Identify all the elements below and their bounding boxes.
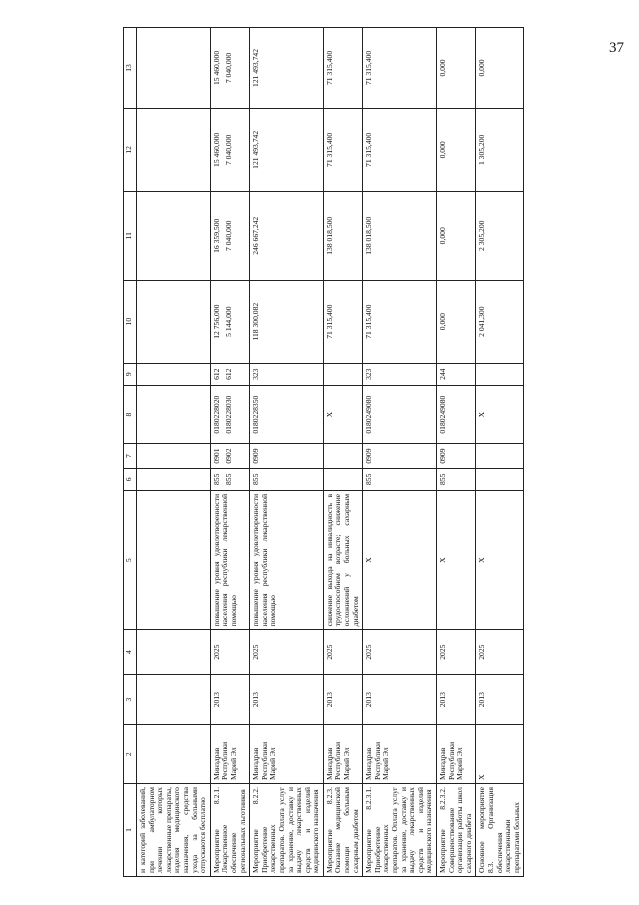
cell-c6 [250, 468, 324, 490]
cell-value: 121 493,742 [251, 130, 261, 169]
cell-value: 138 018,500 [324, 216, 334, 255]
cell-c8 [363, 385, 437, 444]
cell-c2: Минздрав Республики Марий Эл [363, 725, 437, 784]
cell-c5: Х [363, 490, 437, 629]
cell-c1: Мероприятие 8.2.3.2. Совершенствование организации работы школ сахарного диабета [437, 784, 476, 877]
cell-c13 [437, 28, 476, 109]
cell-c12 [210, 108, 249, 191]
column-number-header [124, 28, 137, 877]
cell-value: 0,000 [438, 59, 447, 77]
cell-value: 71 315,400 [364, 50, 374, 86]
cell-c7 [476, 444, 524, 468]
column-number-9: 9 [124, 363, 137, 385]
cell-c5 [137, 490, 211, 629]
cell-value: 855 [364, 473, 374, 486]
cell-value: Х [477, 411, 487, 418]
cell-c8 [210, 385, 249, 444]
cell-value: 71 315,400 [364, 304, 374, 339]
cell-c6 [323, 468, 362, 490]
cell-c8 [437, 385, 476, 444]
column-number-7: 7 [124, 444, 137, 468]
cell-value: 323 [364, 368, 374, 380]
cell-c7 [363, 444, 437, 468]
cell-c3: 2013 [363, 674, 437, 725]
cell-c13 [323, 28, 362, 109]
cell-value: 0,000 [438, 141, 447, 159]
cell-c11 [363, 191, 437, 280]
cell-c2: Х [476, 725, 524, 784]
cell-c2: Минздрав Республики Марий Эл [250, 725, 324, 784]
cell-value: 2 305,200 [477, 220, 487, 251]
cell-c11 [437, 191, 476, 280]
cell-c7 [210, 444, 249, 468]
cell-c5: Х [476, 490, 524, 629]
cell-c10 [137, 280, 211, 363]
cell-c3: 2013 [476, 674, 524, 725]
rotated-table-container [123, 37, 623, 877]
cell-c4 [137, 630, 211, 674]
cell-value: 612 [223, 368, 233, 380]
cell-c7 [137, 444, 211, 468]
cell-c10 [210, 280, 249, 363]
cell-c9 [323, 363, 362, 385]
column-number-8: 8 [124, 385, 137, 444]
cell-c13 [250, 28, 324, 109]
cell-c3: 2013 [323, 674, 362, 725]
table-row [137, 28, 211, 877]
page-number: 37 [609, 40, 624, 56]
cell-c6 [137, 468, 211, 490]
cell-c2: Минздрав Республики Марий Эл [437, 725, 476, 784]
cell-value: 0902 [223, 448, 233, 464]
cell-value: 0,000 [477, 59, 487, 77]
cell-c11 [137, 191, 211, 280]
cell-value: 138 018,500 [364, 216, 374, 255]
cell-c13 [476, 28, 524, 109]
cell-c7 [250, 444, 324, 468]
cell-c6 [476, 468, 524, 490]
cell-c11 [250, 191, 324, 280]
cell-value: 15 460,000 [211, 132, 221, 167]
cell-c3: 2013 [437, 674, 476, 725]
cell-c8 [137, 385, 211, 444]
table-row [476, 28, 524, 877]
column-number-1: 1 [124, 784, 137, 877]
cell-value: 71 315,400 [364, 132, 374, 167]
cell-value: 855 [223, 473, 233, 486]
cell-c9 [363, 363, 437, 385]
table-row [210, 28, 249, 877]
cell-value: 0901 [211, 448, 221, 464]
cell-value: Х [324, 411, 334, 418]
cell-value: 244 [438, 368, 447, 380]
cell-c2: Минздрав Республики Марий Эл [323, 725, 362, 784]
cell-c4: 2025 [210, 630, 249, 674]
cell-value: 16 359,500 [211, 218, 221, 253]
cell-value: 121 493,742 [251, 48, 261, 87]
cell-c9 [476, 363, 524, 385]
cell-c4: 2025 [250, 630, 324, 674]
cell-value: 7 040,000 [223, 52, 233, 84]
cell-c8 [250, 385, 324, 444]
table-row [323, 28, 362, 877]
cell-c12 [363, 108, 437, 191]
cell-c10 [323, 280, 362, 363]
cell-c11 [476, 191, 524, 280]
cell-c5: Х [437, 490, 476, 629]
cell-value: 118 300,082 [251, 302, 261, 341]
cell-c3: 2013 [210, 674, 249, 725]
cell-c13 [210, 28, 249, 109]
column-number-13: 13 [124, 28, 137, 109]
cell-c8 [476, 385, 524, 444]
column-number-5: 5 [124, 490, 137, 629]
cell-value: 5 144,000 [223, 306, 233, 337]
cell-c4: 2025 [323, 630, 362, 674]
cell-value: 246 667,242 [251, 216, 261, 255]
cell-c2: Минздрав Республики Марий Эл [210, 725, 249, 784]
cell-value: 0909 [364, 448, 374, 464]
cell-value: 0180228030 [223, 395, 233, 434]
cell-c1: и категорий заболеваний, при амбулаторном лечении которых лекарственные препараты, изделия медицинского назначения, средства ухода за больными отпускаются бесплатно [137, 784, 211, 877]
cell-c4: 2025 [476, 630, 524, 674]
cell-c1: Мероприятие 8.2.3. Оказание медицинской помощи больным сахарным диабетом [323, 784, 362, 877]
column-number-6: 6 [124, 468, 137, 490]
cell-value: 15 460,000 [211, 50, 221, 86]
cell-value: 855 [211, 473, 221, 486]
column-number-12: 12 [124, 108, 137, 191]
cell-c10 [476, 280, 524, 363]
data-table [123, 27, 524, 877]
cell-c9 [437, 363, 476, 385]
cell-c1: Мероприятие 8.2.3.1. Приобретение лекарственных препаратов. Оплата услуг за хранение, доставку и выдачу лекарственных средств и изделий медицинского назначения [363, 784, 437, 877]
cell-c10 [437, 280, 476, 363]
cell-c2 [137, 725, 211, 784]
cell-c5: снижение выхода на инвалидность в трудоспособном возрасте; снижение осложнений у больных сахарным диабетом [323, 490, 362, 629]
cell-value: 0180228020 [211, 395, 221, 434]
cell-value: 71 315,400 [324, 304, 334, 339]
cell-c3 [137, 674, 211, 725]
cell-c9 [250, 363, 324, 385]
cell-c9 [137, 363, 211, 385]
cell-value: 71 315,400 [324, 132, 334, 167]
cell-c12 [437, 108, 476, 191]
cell-value: 0,000 [438, 227, 447, 245]
cell-c4: 2025 [437, 630, 476, 674]
cell-value: 71 315,400 [324, 50, 334, 86]
table-row [437, 28, 476, 877]
cell-value: 0180249080 [438, 395, 447, 434]
cell-c1: Мероприятие 8.2.2. Приобретение лекарственных препаратов. Оплата услуг за хранение, доставку и выдачу лекарственных средств и изделий медицинского назначения [250, 784, 324, 877]
table-row [363, 28, 437, 877]
cell-c10 [250, 280, 324, 363]
cell-c6 [210, 468, 249, 490]
cell-value: 0,000 [438, 313, 447, 331]
cell-value: 7 040,000 [223, 220, 233, 251]
cell-c13 [363, 28, 437, 109]
cell-c4: 2025 [363, 630, 437, 674]
cell-value: 2 041,300 [477, 306, 487, 337]
column-number-2: 2 [124, 725, 137, 784]
table-body [137, 28, 524, 877]
cell-c6 [437, 468, 476, 490]
cell-c1: Основное мероприятие 8.3. Организация обеспечения лекарственными препаратами больных [476, 784, 524, 877]
cell-value: 0909 [438, 448, 447, 464]
cell-value: 612 [211, 368, 221, 380]
column-number-11: 11 [124, 191, 137, 280]
cell-c7 [437, 444, 476, 468]
cell-c5: повышение уровня удовлетворенности населения республики лекарственной помощью [250, 490, 324, 629]
cell-c8 [323, 385, 362, 444]
cell-c11 [323, 191, 362, 280]
cell-value: 0180249080 [364, 395, 374, 434]
cell-c3: 2013 [250, 674, 324, 725]
cell-c13 [137, 28, 211, 109]
cell-c1: Мероприятие 8.2.1. Лекарственное обеспечение региональных льготников [210, 784, 249, 877]
cell-c9 [210, 363, 249, 385]
cell-c12 [476, 108, 524, 191]
column-number-10: 10 [124, 280, 137, 363]
cell-value: 12 756,000 [211, 304, 221, 339]
cell-c12 [323, 108, 362, 191]
cell-c6 [363, 468, 437, 490]
cell-c11 [210, 191, 249, 280]
cell-value: 323 [251, 368, 261, 380]
table-row [250, 28, 324, 877]
cell-value: 855 [438, 473, 447, 486]
cell-value: 855 [251, 473, 261, 486]
cell-value: 0909 [251, 448, 261, 464]
column-number-4: 4 [124, 630, 137, 674]
cell-c5: повышение уровня удовлетворенности населения республики лекарственной помощью [210, 490, 249, 629]
cell-value: 0180228350 [251, 395, 261, 434]
cell-c12 [137, 108, 211, 191]
cell-value: 7 040,000 [223, 134, 233, 166]
cell-c7 [323, 444, 362, 468]
cell-c12 [250, 108, 324, 191]
column-number-3: 3 [124, 674, 137, 725]
cell-value: 1 305,200 [477, 134, 487, 166]
cell-c10 [363, 280, 437, 363]
